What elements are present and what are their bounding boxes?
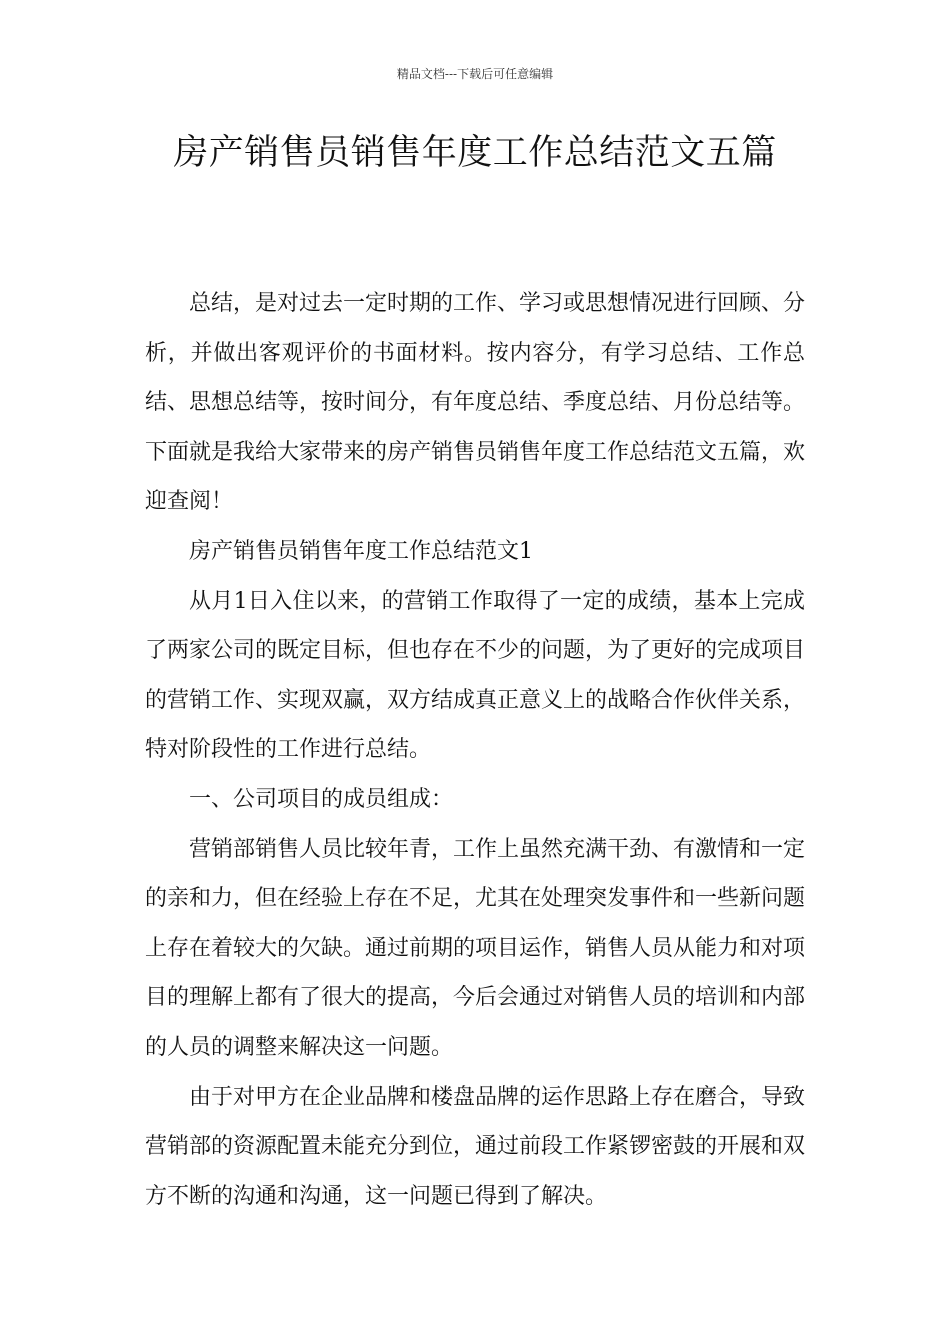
body-paragraph: 由于对甲方在企业品牌和楼盘品牌的运作思路上存在磨合，导致营销部的资源配置未能充分到位，通过前段工作紧锣密鼓的开展和双方不断的沟通和沟通，这一问题已得到了解决。 bbox=[145, 1084, 806, 1209]
subsection-heading: 一、公司项目的成员组成： bbox=[189, 786, 454, 812]
intro-paragraph: 总结，是对过去一定时期的工作、学习或思想情况进行回顾、分析，并做出客观评价的书面材料。按内容分，有学习总结、工作总结、思想总结等，按时间分，有年度总结、季度总结、月份总结等。下面就是我给大家带来的房产销售员销售年度工作总结范文五篇，欢迎查阅！ bbox=[145, 291, 806, 515]
document-title: 房产销售员销售年度工作总结范文五篇 bbox=[173, 133, 777, 173]
document-body bbox=[145, 279, 805, 1221]
body-paragraph: 从月1日入住以来，的营销工作取得了一定的成绩，基本上完成了两家公司的既定目标，但也存在不少的问题，为了更好的完成项目的营销工作、实现双赢，双方结成真正意义上的战略合作伙伴关系，特对阶段性的工作进行总结。 bbox=[145, 588, 806, 763]
section-heading: 房产销售员销售年度工作总结范文1 bbox=[189, 538, 533, 564]
body-paragraph: 营销部销售人员比较年青，工作上虽然充满干劲、有激情和一定的亲和力，但在经验上存在不足，尤其在处理突发事件和一些新问题上存在着较大的欠缺。通过前期的项目运作，销售人员从能力和对项目的理解上都有了很大的提高，今后会通过对销售人员的培训和内部的人员的调整来解决这一问题。 bbox=[145, 836, 806, 1060]
header-note: 精品文档---下载后可任意编辑 bbox=[396, 67, 554, 81]
